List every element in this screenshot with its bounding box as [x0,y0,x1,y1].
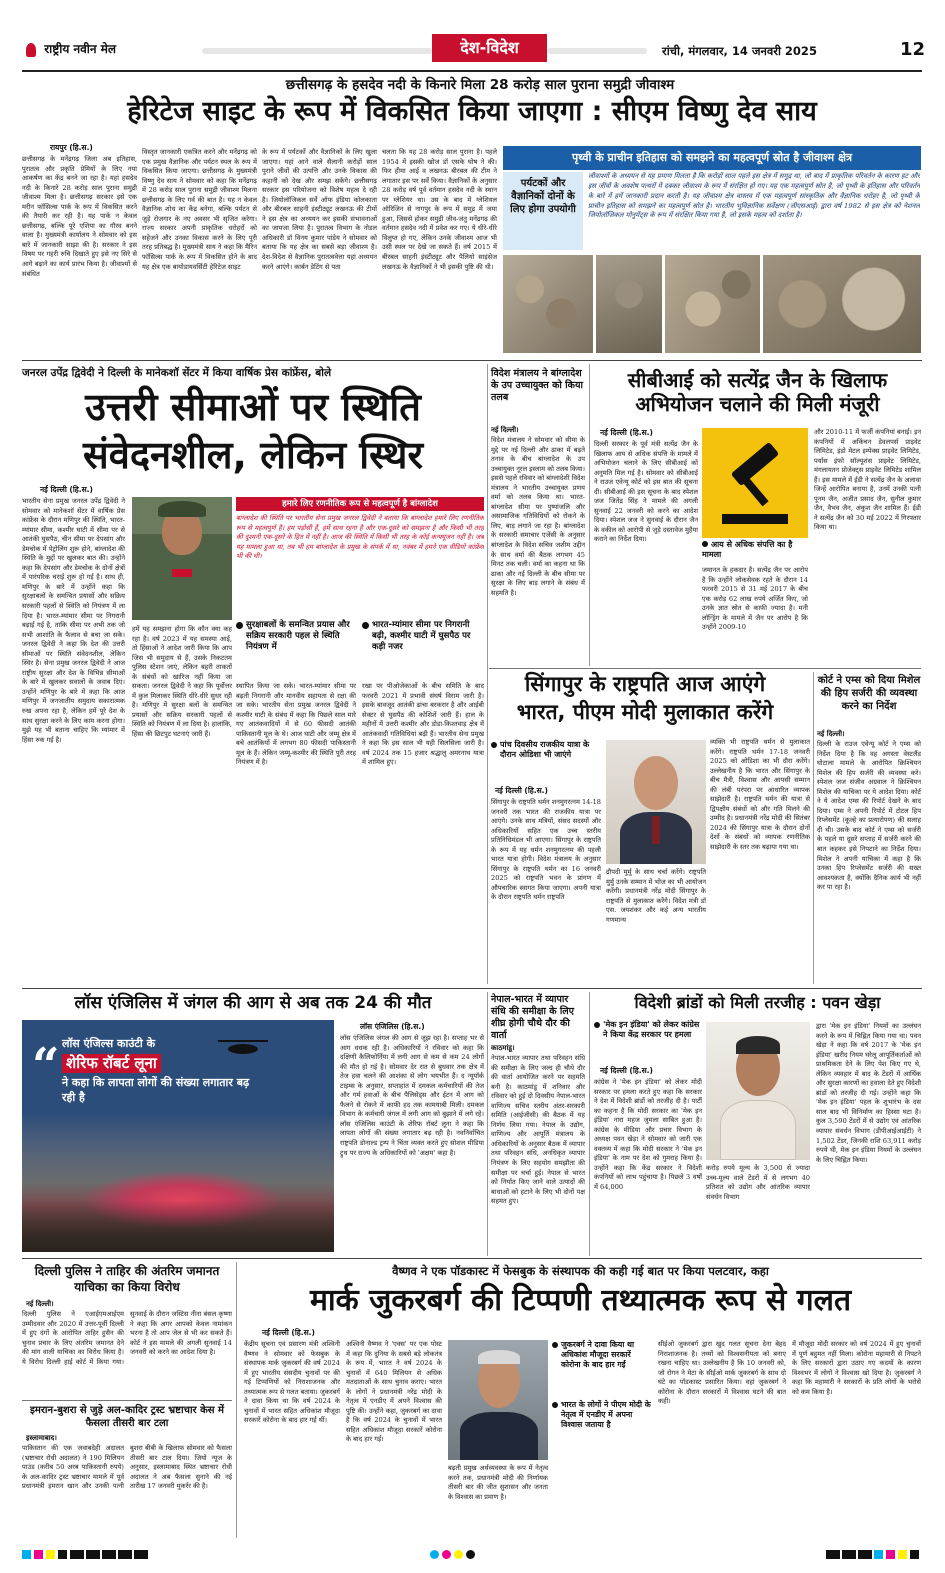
zuck-body-col1: केंद्रीय सूचना एवं प्रसारण मंत्री अश्विनी वैष्णव ने सोमवार को फेसबुक के संस्थापक मार्क जुकरबर्ग की वर्ष 2024 में हुए भारतीय संसदीय चुनावों पर की गई टिप्पणियों को निराशाजनक और तथ्यात्मक रूप से गलत बताया। जुकरबर्ग ने दावा किया था कि वर्ष 2024 के चुनावों में भारत सहित अधिकांश मौजूदा सरकारें कोरोना के बाद हार गईं थीं। [244,1340,340,1425]
pawan-kicker: 'मेक इन इंडिया' को लेकर कांग्रेस ने किया केंद्र सरकार पर हमला [594,1020,702,1062]
lead-body-col2: विस्तृत जानकारी एकत्रित करने और मनेंद्रगढ़ को एक प्रमुख वैज्ञानिक और पर्यटन स्थल के रूप में विकसित किया जाएगा। छत्तीसगढ़ के मुख्यमंत्री विष्णु देव साय ने सोमवार को कहा कि मनेंद्रगढ़ में 28 करोड़ साल पुराना समुद्री जीवाश्म मिलना छत्तीसगढ़ के लिए गर्व की बात है। यह न केवल वैज्ञानिक शोध का केंद्र बनेगा, बल्कि पर्यटन से जुड़े रोजगार के नए अवसर भी सृजित करेगा। राज्य सरकार अपनी प्राकृतिक धरोहरों को सहेजने और उनका विकास करने के लिए पूरी तरह प्रतिबद्ध है। मुख्यमंत्री साय ने कहा कि मैरिन फॉसिल्स पार्क के रूप में विकसित होने के बाद यह क्षेत्र एक बायोडायवर्सिटी हेरिटेज साइट [142,148,257,271]
army-tag-text: हमारे लिए रणनीतिक रूप से महत्वपूर्ण है बांग्लादेश [282,499,438,509]
la-body: लॉस एंजिलिस जंगल की आग से जूझ रहा है। सप्ताह भर से आग धधक रही है। अधिकारियों ने रविवार को कहा कि दक्षिणी कैलिफोर्निया में लगी आग से कम से कम 24 लोगों की मौत हो गई है। सोमवार देर रात से बुधवार तक क्षेत्र में तेज हवा चलने की आशंका से लोग भयभीत हैं। द न्यूयॉर्क टाइम्स के अनुसार, सप्ताहांत में दमकल कर्मचारियों की तेज और गर्म हवाओं के बीच पैलिसेड्स और ईटन में आग को फैलने से रोकने में काफी हद तक कामयाबी मिली। दमकल विभाग के कर्मचारी जंगल में लगी आग को बुझाने में लगे रहे। लॉस एंजिलिस काउंटी के शेरिफ रॉबर्ट लूना ने कहा कि लापता लोगों की संख्या लगातार बढ़ रही है। नवनिर्वाचित राष्ट्रपति डोनाल्ड ट्रम्प ने चिंता व्यक्त करते हुए सोशल मीडिया ट्रुथ पर राज्य के अधिकारियों को 'अक्षम' कहा है। [340,1034,484,1157]
singapore-body-col3: व्यक्ति भी राष्ट्रपति थर्मन से मुलाकात करेंगे। राष्ट्रपति थर्मन 17-18 जनवरी 2025 को ओडिशा का भी दौरा करेंगे। उल्लेखनीय है कि भारत और सिंगापुर के बीच मैत्री, विश्वास और आपसी सम्मान की लंबी परंपरा पर आधारित व्यापक साझेदारी है। राष्ट्रपति थर्मन की यात्रा से द्विपक्षीय संबंधों को और गति मिलने की उम्मीद है। प्रधानमंत्री नरेंद्र मोदी की सितंबर 2024 की सिंगापुर यात्रा के दौरान दोनों देशों के संबंधों को व्यापक रणनीतिक साझेदारी के स्तर तक बढ़ाया गया था। [710,738,810,852]
cbi-body-col2: जमानत के हकदार है। सत्येंद्र जैन पर आरोप है कि उन्होंने लोकसेवक रहते के दौरान 14 फरवरी 2015 से 31 मई 2017 के बीच एक करोड़ 62 लाख रुपये अर्जित किए, जो उनके ज्ञात स्रोत से काफी ज्यादा है। मनी लॉन्ड्रिंग के मामले में जैन पर आरोप है कि उन्होंने 2009-10 [702,566,808,632]
army-body-col1: भारतीय सेना प्रमुख जनरल उपेंद्र द्विवेदी ने सोमवार को मानेकशॉ सेंटर में वार्षिक प्रेस कांफ्रेंस के दौरान मणिपुर की स्थिति, भारत-म्यांमार सीमा, कश्मीर घाटी में सीमा पर से आतंकी घुसपैठ, चीन सीमा पर देपसांग और डेमचोक में पेट्रोलिंग शुरू होने, बांग्लादेश की स्थिति के मुद्दों पर खुलकर बात की। उन्होंने कहा कि देपसांग और डेमचोक के दोनों क्षेत्रों में पारंपरिक चराई शुरू हो गई है। साथ ही, मणिपुर के बारे में उन्होंने कहा कि सुरक्षाबलों के समन्वित प्रयासों और सक्रिय सरकारी पहलों से स्थिति को नियंत्रण में ला दिया है। भारत-म्यांमार सीमा पर निगरानी बढ़ाई गई है, ताकि सीमा पर अभी तक जो सभी आशांति के फैलाव से बचा जा सके। जनरल द्विवेदी ने कहा कि देश की उत्तरी सीमाओं पर स्थिति संवेदनशील, लेकिन स्थिर है। सेना प्रमुख जनरल द्विवेदी ने आज राष्ट्रीय सुरक्षा और देश के विभिन्न सीमाओं के बारे में खुलकर सवालों के जवाब दिए। उन्होंने मणिपुर के बारे में कहा कि आज मणिपुर में जनजातीय समुदाय सकारात्मक रुख अपना रहा है, लेकिन हमें पूरे देश के साथ सुरक्षा करने के लिए काम करना होगा। मुझे यह भी बताना चाहिए कि म्यांमार में हिंसा रुक गई है। [22,497,125,744]
la-headline: लॉस एंजिलिस में जंगल की आग से अब तक 24 की मौत [74,993,432,1013]
cbi-byline: नई दिल्ली (हि.स.) [600,428,653,437]
bullet-icon [491,742,497,748]
nepal-body: नेपाल-भारत व्यापार तथा परिवहन संधि की समीक्षा के लिए जल्द ही चौथे दौर की वार्ता आयोजित करने पर सहमति बनी है। काठमांडू में शनिवार और रविवार को हुई दो दिवसीय नेपाल-भारत वाणिज्य सचिव स्तरीय अंतर-सरकारी समिति (आईजीसी) की बैठक में यह निर्णय लिया गया। नेपाल के उद्योग, वाणिज्य और आपूर्ति मंत्रालय के अधिकारियों के अनुसार बैठक में व्यापार तथा परिवहन संधि, अनधिकृत व्यापार नियंत्रण के लिए सहयोग समझौता की समीक्षा पर चर्चा हुई। नेपाल से भारत को निर्यात किए जाने वाले उत्पादों की बाधाओं को हटाने के लिए भी दोनों पक्ष सहमत हुए। [491,1054,585,1206]
army-byline: नई दिल्ली (हि.स.) [40,485,93,494]
lead-body-col1: छत्तीसगढ़ के मनेंद्रगढ़ जिला अब इतिहास, पुरातत्व और प्रकृति प्रेमियों के लिए नया आकर्षण का केंद्र बनने जा रहा है। यहां हसदेव नदी के किनारे 28 करोड़ साल पुराना समुद्री जीवाश्म मिला है। छत्तीसगढ़ सरकार इसे एक मरीन फॉसिल्स पार्क के रूप में विकसित करने की तैयारी कर रही है। यह पार्क न केवल छत्तीसगढ़, बल्कि पूरे एशिया का गौरव बनने वाला है। मुख्यमंत्री कार्यालय ने सोमवार को इस बारे में जानकारी साझा की है। सरकार ने इस विषय पर गहरी रुचि दिखाते हुए इसे नए सिरे से आगे बढ़ाने का कार्य प्रारंभ किया है। जीवाश्मों से संबंधित [22,155,137,278]
fossil-photo-2 [596,255,662,353]
zuck-headline: मार्क जुकरबर्ग की टिप्पणी तथ्यात्मक रूप से गलत [309,1283,852,1318]
bangla-headline: विदेश मंत्रालय ने बांग्लादेश के उप उच्चायुक्त को किया तलब [491,368,583,403]
cbi-headline: सीबीआई को सत्येंद्र जैन के खिलाफ अभियोजन चलाने की मिली मंजूरी [627,368,888,417]
zuck-byline: नई दिल्ली (हि.स.) [262,1328,315,1337]
registration-marks-right [780,1544,922,1556]
singapore-kicker: पांच दिवसीय राजकीय यात्रा के दौरान ओडिशा भी जाएंगे [491,740,601,782]
fossil-photo-3 [665,255,760,353]
army-kicker: जनरल उपेंद्र द्विवेदी ने दिल्ली के मानेकशॉ सेंटर में किया वार्षिक प्रेस कांफ्रेंस, बोले [22,367,332,379]
registration-marks-center [430,1544,510,1556]
bullet-icon [552,1342,558,1348]
qadir-headline: इमरान-बुशरा से जुड़े अल-कादिर ट्रस्ट भ्रष्टाचार केस में फैसला तीसरी बार टला [29,1405,225,1429]
singapore-body-col1: सिंगापुर के राष्ट्रपति थर्मन शनमुगरत्नम 14-18 जनवरी तक भारत की राजकीय यात्रा पर आएंगे। उनके साथ मंत्रियों, संसद सदस्यों और अधिकारियों सहित एक उच्च स्तरीय प्रतिनिधिमंडल भी आएगा। सिंगापुर के राष्ट्रपति के रूप में यह थर्मन शनमुगरत्नम की पहली भारत यात्रा होगी। विदेश मंत्रालय के अनुसार सिंगापुर के राष्ट्रपति थर्मन का 16 जनवरी 2025 को राष्ट्रपति भवन के प्रांगण में औपचारिक स्वागत किया जाएगा। अपनी यात्रा के दौरान राष्ट्रपति थर्मन राष्ट्रपति [491,798,601,902]
army-chief-photo [132,497,232,620]
vaishnaw-photo [448,1340,548,1460]
lead-sidebar-text: जीवाश्मों के अध्ययन से यह प्रमाण मिलता है कि करोड़ों साल पहले इस क्षेत्र में समुद्र था, जो बाद में प्राकृतिक परिवर्तन के कारण हट और इस जीवों के अवशेष पत्थरों में दबकर जीवाश्म के रूप में संरक्षित हो गए। यह एक महत्वपूर्ण स्रोत है, जो पृथ्वी के इतिहास और परिवर्तन के बारे में हमें जानकारी प्रदान करती है। यह जीवाश्म क्षेत्र वास्तव में एक महत्वपूर्ण सांस्कृतिक और वैज्ञानिक धरोहर है, जो पृथ्वी के प्राचीन इतिहास को समझने का महत्वपूर्ण स्रोत है। भारतीय भूविज्ञानिक सर्वेक्षण (जीएसआई) द्वारा वर्ष 1982 से इस क्षेत्र को नेशनल जियोलॉजिकल मोनुमेंट्स के रूप में संरक्षित किया गया है, जो इसके महत्व को दर्शाता है। [588,172,920,220]
army-pullquote-1: सुरक्षाबलों के समन्वित प्रयास और सक्रिय सरकारी पहल से स्थिति नियंत्रण में [236,620,356,678]
bullet-icon [362,622,369,629]
lead-byline: रायपुर (हि.स.) [50,143,93,152]
court-headline: कोर्ट ने एम्स को दिया मिशेल की हिप सर्जरी की व्यवस्था करने का निर्देश [817,675,921,712]
la-byline: लॉस एंजिलिस (हि.स.) [360,1022,425,1031]
lead-headline: हेरिटेज साइट के रूप में विकसित किया जाएगा : सीएम विष्णु देव साय [127,96,817,127]
bullet-icon [594,1022,600,1028]
quote-icon: “ [32,1038,60,1094]
army-body-col4: रखा पर पीओजेकाओं के बीच समिति के बाद फरवरी 2021 में प्रभावी संघर्ष विराम जारी है। इसके बावजूद आतंकी ढांचा बरकरार है और आईबी सेक्टर से घुसपैठ की कोशिशें जारी हैं। हाल के महीनों में उत्तरी कश्मीर और डोडा-किश्तवाड़ क्षेत्र में आतंकवादी गतिविधियां बढ़ी हैं। भारतीय सेना प्रमुख ने कहा कि इस साल भी यही सिलसिला जारी है। वर्ष 2024 तक 15 हजार श्रद्धालु अमरनाथ यात्रा में शामिल हुए। [362,682,484,767]
army-body-col2: हमें यह समझना होगा कि कौन क्या कह रहा है। वर्ष 2023 में यह समस्या आई, तो हिंसाओं ने आदेश जारी किया कि आप जिस भी समुदाय से हैं, उसके निकटतम पुलिस स्टेशन जाएं, लेकिन बहरी ताकतों के संबंधों को खारिज नहीं किया जा सकता। जनरल द्विवेदी ने कहा कि पूर्वोत्तर में कुल मिलाकर स्थिति धीरे-धीरे सुधर रही है। मणिपुर में सुरक्षा बलों के समन्वित प्रयासों और सक्रिय सरकारी पहलों से स्थिति को नियंत्रण में ला दिया है। हालांकि, हिंसा की छिटपुट घटनाएं जारी हैं। [132,625,232,739]
registration-marks-left [22,1544,182,1556]
logo-text: राष्ट्रीय नवीन मेल [44,42,117,56]
zuck-body-col4: सीईओ जुकरबर्ग द्वारा खुद गलत सूचना देना बेहद निराशाजनक है। तथ्यों को विश्वसनीयता को बनाए रखना चाहिए था। उल्लेखनीय है कि 10 जनवरी को, जो रोगन ने मेटा के सीईओ मार्क जुकरबर्ग के साथ दो घंटे का पॉडकास्ट प्रसारित किया। वहां जुकरबर्ग ने कोरोना के दौरान सरकारों में विश्वास घटने की बात कही। [658,1340,786,1406]
pawan-body-col1: कांग्रेस ने 'मेक इन इंडिया' को लेकर मोदी सरकार पर हमला करते हुए कहा कि सरकार ने देश में विदेशी ब्रांडों को तरजीह दी है। पार्टी का कहना है कि मोदी सरकार का 'मेक इन इंडिया' नारा महज जुमला साबित हुआ है। कांग्रेस के मीडिया और प्रचार विभाग के अध्यक्ष पवन खेड़ा ने सोमवार को जारी एक वक्तव्य में कहा कि मोदी सरकार ने 'मेक इन इंडिया' के नाम पर देश को गुमराह किया है। उन्होंने कहा कि केंद्र सरकार ने विदेशी कंपनियों को लाभ पहुंचाया है। पिछले 3 वर्षों में 64,000 [594,1078,702,1192]
nepal-headline: नेपाल-भारत में व्यापार संधि की समीक्षा के लिए शीघ्र होगी चौथे दौर की वार्ता [491,994,574,1041]
section-title: देश-विदेश [432,34,547,62]
zuck-body-col5: में मौजूदा मोदी सरकार को वर्ष 2024 में हुए चुनावों में पूर्ण बहुमत नहीं मिला। कोरोना महामारी से निपटने के लिए सरकारों द्वारा उठाए गए कदमों के कारण विश्वभर में लोगों ने विश्वास खो दिया है। जुकरबर्ग ने कहा कि महामारी ने सरकारों के प्रति लोगों के भरोसे को कम किया है। [792,1340,921,1396]
zuck-kicker: वैष्णव ने एक पॉडकास्ट में फेसबुक के संस्थापक की कही गई बात पर किया पलटवार, कहा [392,1264,769,1278]
singapore-president-photo [606,740,706,864]
tahir-body: दिल्ली पुलिस ने एआईएमआईएम उम्मीदवार और 2020 में उत्तर-पूर्वी दिल्ली में हुए दंगों के आरोपित ताहिर हुसैन की चुनाव प्रचार के लिए अंतरिम जमानत देने की मांग वाली याचिका का विरोध किया है। ये विरोध दिल्ली हाई कोर्ट में किया गया। सुनवाई के दौरान जस्टिस नीना बंसल कृष्णा ने कहा कि अगर आपको केवल नामांकन भरना है तो आप जेल से भी कर सकते हैं। कोर्ट ने इस मामले की अगली सुनवाई 14 जनवरी को करने का आदेश दिया है। [22,1310,232,1366]
singapore-headline-2: भारत, पीएम मोदी मुलाकात करेंगे [516,700,774,724]
la-overlay-text: लॉस एंजिल्स काउंटी के शेरिफ रॉबर्ट लूना ने कहा कि लापता लोगों की संख्या लगातार बढ़ रही है [62,1037,250,1104]
tahir-byline: नई दिल्ली। [26,1300,54,1308]
gavel-icon [731,442,780,486]
pawan-body-col3: द्वारा 'मेक इन इंडिया' नियमों का उल्लंघन करने के रूप में चिह्नित किया गया था। पवन खेड़ा ने कहा कि वर्ष 2017 के 'मेक इन इंडिया' खरीद नियम घरेलू आपूर्तिकर्ताओं को प्राथमिकता देने के लिए पेश किए गए थे, लेकिन व्यवहार में बाद के टेंडरों में आर्थिक और सुरक्षा कारणों का हवाला देते हुए विदेशी ब्रांडों को तरजीह दी गई। उन्होंने कहा कि 'मेक इन इंडिया' पहल के शुभारंभ के दस साल बाद भी विनिर्माण का हिस्सा घटा है। कुल 3,590 टेंडरों में से उद्योग एवं आंतरिक व्यापार संवर्धन विभाग (डीपीआईआईटी) ने 1,502 टेंडर, जिनकी राशि 63,911 करोड़ रुपये थी, मेक इन इंडिया नियमों के उल्लंघन के लिए चिह्नित किया। [816,1022,921,1164]
cbi-body-col3: और 2010-11 में फर्जी कंपनियां बनाईं। इन कंपनियों में अकिंचन डेवलपर्स प्राइवेट लिमिटेड, इंडो मेटल इम्पेक्स प्राइवेट लिमिटेड, पर्यास इंफो सॉल्यूशंस प्राइवेट लिमिटेड, मंगलायतन प्रोजेक्ट्स प्राइवेट लिमिटेड शामिल हैं। इस मामले में ईडी ने सत्येंद्र जैन के अलावा जिन्हें आरोपित बनाया है, उनमें उनकी पत्नी पूनम जैन, अजीत प्रसाद जैन, सुनील कुमार जैन, वैभव जैन, अंकुश जैन शामिल हैं। ईडी ने सत्येंद्र जैन को 30 मई 2022 में गिरफ्तार किया था। [814,428,921,532]
pawan-headline: विदेशी ब्रांडों को मिली तरजीह : पवन खेड़ा [634,993,881,1012]
pawan-body-col2: करोड़ रुपये मूल्य के 3,500 से ज्यादा उच्च-मूल्य वाले टेंडरों में से लगभग 40 प्रतिशत को उद्योग और आंतरिक व्यापार संवर्धन विभाग [706,1164,810,1201]
bangla-byline: नई दिल्ली। [491,426,519,434]
lead-body-col4: चलता कि यह 28 करोड़ साल पुराना है। पहले 1954 में इसकी खोज डॉ एसके घोष ने की। फिर हीमा आई व लखनऊ बीरबल की टीम ने लगातार इस पर सर्वे किया। वैज्ञानिकों के अनुसार 28 करोड़ वर्ष पूर्व वर्तमान हसदेव नदी के स्थान पर ग्लेशियर था। उस के बाद में ग्लेशियल ऑरिजिन से नागपुर के रूप में समुद्र में जमा हुआ, जिससे होकर समुद्री जीव-जंतु मनेंद्रगढ़ की वर्तमान हसदेव नदी में प्रवेश कर गए। ये धीरे-धीरे विलुप्त हो गए, लेकिन उनके जीवाश्म आज भी उसी स्थल पर देखे जा सकते हैं। वर्ष 2015 में बीरबल साहनी इंस्टीट्यूट और पैलियो साइंसेज लखनऊ के वैज्ञानिकों ने भी इसकी पुष्टि की थी। [382,148,497,271]
singapore-body-col2: द्रौपदी मुर्मु के साथ चर्चा करेंगे। राष्ट्रपति मुर्मु उनके सम्मान में भोज का भी आयोजन करेंगी। प्रधानमंत्री नरेंद्र मोदी सिंगापुर के राष्ट्रपति से मुलाकात करेंगे। विदेश मंत्री डॉ एस. जयशंकर और कई अन्य भारतीय गणमान्य [606,868,706,924]
masthead [22,34,926,70]
singapore-headline-1: सिंगापुर के राष्ट्रपति आज आएंगे [524,672,766,696]
pawan-khera-photo [706,1022,810,1160]
cbi-body-col1: दिल्ली सरकार के पूर्व मंत्री सत्येंद्र जैन के खिलाफ आय से अधिक संपत्ति के मामले में अभियोजन चलाने के लिए सीबीआई को अनुमति मिल गई है। सोमवार को सीबीआई ने राउज एवेन्यू कोर्ट को इस बात की सूचना दी। सीबीआई की इस सूचना के बाद स्पेशल जज जितेंद्र सिंह ने मामले की अगली सुनवाई 22 जनवरी को करने का आदेश दिया। स्पेशल जज ने सुनवाई के दौरान जैन के वकील को आरोपी से जुड़े दस्तावेज मुहैया कराने का निर्देश दिया। [594,440,698,544]
fossil-photo-1 [503,255,593,353]
court-body: दिल्ली के राउज एवेन्यू कोर्ट ने एम्स को निर्देश दिया है कि वह अगस्ता वेस्टलैंड घोटाला मामले के आरोपित क्रिश्चियन मिशेल की हिप सर्जरी की व्यवस्था करे। स्पेशल जज संजीव अग्रवाल ने क्रिश्चियन मिशेल की याचिका पर ये आदेश दिया। कोर्ट ने ये आदेश एम्स की रिपोर्ट देखने के बाद दिया। एम्स ने अपनी रिपोर्ट में टोटल हिप रिप्लेसमेंट (कूल्हे का प्रत्यारोपण) की सलाह दी थी। उसके बाद कोर्ट ने एम्स को सर्जरी के पहले या दूसरे सप्ताह में सर्जरी करने की बात कहकर इसे निपटाने का निर्देश दिया। मिशेल ने अपनी याचिका में कहा है कि उनका हिप रिप्लेसमेंट सर्जरी की सख्त आवश्यकता है, क्योंकि दैनिक कार्य भी नहीं कर पा रहा है। [817,740,921,892]
bullet-icon [552,1402,558,1408]
lead-callout-box [503,172,583,250]
lead-kicker: छत्तीसगढ़ के हसदेव नदी के किनारे मिला 28 करोड़ साल पुराना समुद्री जीवाश्म [285,77,675,93]
lead-body-col3: के रूप में पर्यटकों और वैज्ञानिकों के लिए खुला जाएगा। यहां आने वाले सैलानी करोड़ों साल पुराने जीवों की उत्पत्ति और उनके विकास की कहानी को देख और समझ सकेंगे। छत्तीसगढ़ सरकार इस परियोजना को विशेष महत्व दे रही है। जियोलॉजिकल सर्वे ऑफ इंडिया कोलकाता और बीरबल साहनी इंस्टीट्यूट लखनऊ की टीमों ने इस क्षेत्र का अध्ययन कर इसकी संभावनाओं का जायजा लिया है। पुरातत्व विभाग के नोडल अधिकारी डॉ विनय कुमार पांडेय ने सोमवार को बताया कि यह क्षेत्र का सबसे बड़ा जीवाश्म है। देश-विदेश से वैज्ञानिक पुरातत्ववेत्ता यहां अध्ययन करने आएंगे। कार्बन डेटिंग से पता [262,148,377,271]
army-headline-2: संवेदनशील, लेकिन स्थिर [83,433,423,477]
masthead-rule [22,70,922,72]
dateline: रांची, मंगलवार, 14 जनवरी 2025 [662,44,817,58]
qadir-byline: इस्लामाबाद। [26,1434,57,1442]
lead-callout: पर्यटकों और वैज्ञानिकों दोनों के लिए होगा उपयोगी [510,178,576,215]
qadir-body: पाकिस्तान की एक जवाबदेही अदालत (भ्रष्टाचार रोधी अदालत) ने 190 मिलियन पाउंड (करीब 50 अरब पाकिस्तानी रुपये) के अल-कादिर ट्रस्ट भ्रष्टाचार मामले में पूर्व प्रधानमंत्री इमरान खान और उनकी पत्नी बुशरा बीबी के खिलाफ सोमवार को फैसला तीसरी बार टाल दिया। जियो न्यूज के अनुसार, इस्लामाबाद स्थित भ्रष्टाचार रोधी अदालत ने अब फैसला सुनाने की नई तारीख 17 जनवरी मुकर्रर की है। [22,1444,232,1491]
la-fire-photo [22,1020,334,1252]
army-pullquote-2: भारत-म्यांमार सीमा पर निगरानी बढ़ी, कश्मीर घाटी में घुसपैठ पर कड़ी नजर [362,620,484,678]
zuck-pullquote-1: जुकरबर्ग ने दावा किया था अधिकांश मौजूदा सरकारें कोरोना के बाद हार गईं [552,1340,652,1396]
cbi-photo-caption: आय से अधिक संपत्ति का है मामला [702,540,793,560]
pawan-byline: नई दिल्ली (हि.स.) [600,1066,653,1075]
fossil-photo-4 [763,255,921,353]
court-byline: नई दिल्ली। [817,730,845,738]
army-body-col3: स्थापित किया जा सके। भारत-म्यांमार सीमा पर बढ़ती निगरानी और मानवीय सहायता से रक्षा की जा सके। भारतीय सेना प्रमुख जनरल द्विवेदी ने कश्मीर घाटी के संबंध में कहा कि पिछले साल मारे गए आतंकवादियों में से 60 फीसदी आतंकी पाकिस्तानी मूल के थे। आज घाटी और जम्मू क्षेत्र में बचे आतंकियों में लगभग 80 फीसदी पाकिस्तानी मूल के हैं। लेकिन जम्मू-कश्मीर की स्थिति पूरी तरह नियंत्रण में है। [236,682,356,767]
page-number: 12 [900,39,926,60]
bangla-body: विदेश मंत्रालय ने सोमवार को सीमा के मुद्दे पर नई दिल्ली और ढाका में बढ़ते तनाव के बीच बांग्लादेश के उप उच्चायुक्त नूरल इस्लाम को तलब किया। इससे पहले रविवार को बांग्लादेशी विदेश मंत्रालय ने भारतीय उच्चायुक्त प्रणय वर्मा को तलब किया था। भारत-बांग्लादेश सीमा पर पुष्पांजलि और असामाजिक गतिविधियों को रोकने के लिए, बाड़ लगाने जा रहा है। बांग्लादेश के सरकारी समाचार एजेंसी के अनुसार बांग्लादेश के विदेश सचिव जशीम उद्दीन के साथ वर्मा की बैठक लगभग 45 मिनट तक चली। वर्मा का कहना था कि ढाका और नई दिल्ली के बीच सीमा पर सुरक्षा के लिए बाड़ लगाने के संबंध में सहमति है। [491,436,585,597]
lead-banner-text: पृथ्वी के प्राचीन इतिहास को समझने का महत्वपूर्ण स्रोत है जीवाश्म क्षेत्र [571,151,853,164]
army-tag [236,497,484,511]
army-headline-1: उत्तरी सीमाओं पर स्थिति [85,385,421,429]
nepal-byline: काठमांडू। [491,1044,515,1052]
lead-banner [503,146,921,170]
zuck-body-col3: बढ़ती प्रमुख अर्थव्यवस्था के रूप में नेतृत्व करने तक, प्रधानमंत्री मोदी की निर्णायक तीसरी बार की जीत सुशासन और जनता के विश्वास का प्रमाण है। [448,1464,548,1501]
bullet-icon [702,541,708,547]
tahir-headline: दिल्ली पुलिस ने ताहिर की अंतरिम जमानत याचिका का किया विरोध [34,1264,220,1294]
gavel-graphic [702,428,808,538]
singapore-byline: नई दिल्ली (हि.स.) [495,786,548,795]
bullet-icon [236,622,243,629]
zuck-body-col2: अश्विनी वैष्णव ने 'एक्स' पर एक पोस्ट में कहा कि दुनिया के सबसे बड़े लोकतंत्र के रूप में, भारत ने वर्ष 2024 के चुनावों में 640 मिलियन से अधिक मतदाताओं के साथ चुनाव कराए। भारत के लोगों ने प्रधानमंत्री नरेंद्र मोदी के नेतृत्व में एनडीए में अपने विश्वास की पुष्टि की। उन्होंने कहा, जुकरबर्ग का दावा है कि वर्ष 2024 के चुनावों में भारत सहित अधिकांश मौजूदा सरकारें कोरोना के बाद हार गईं। [346,1340,442,1444]
zuck-pullquote-2: भारत के लोगों ने पीएम मोदी के नेतृत्व में एनडीए में अपना विश्वास जताया है [552,1400,652,1456]
army-tag-body: बांग्लादेश की स्थिति पर भारतीय सेना प्रमुख जनरल द्विवेदी ने बताया कि बांग्लादेश हमारे लिए रणनीतिक रूप से महत्वपूर्ण है। हम पड़ोसी हैं, हमें साथ रहना है और एक-दूसरे को समझना है और किसी भी तरह की दुश्मनी एक-दूसरे के हित में नहीं है। आज की स्थिति में किसी भी तरह के कोई कन्फ्यूजन नहीं है। जब यह मामला हुआ था, तब भी हम बांग्लादेश के प्रमुख के संपर्क में था, नवंबर में हमने एक वीडियो कांफ्रेंस भी की थी। [236,514,484,561]
